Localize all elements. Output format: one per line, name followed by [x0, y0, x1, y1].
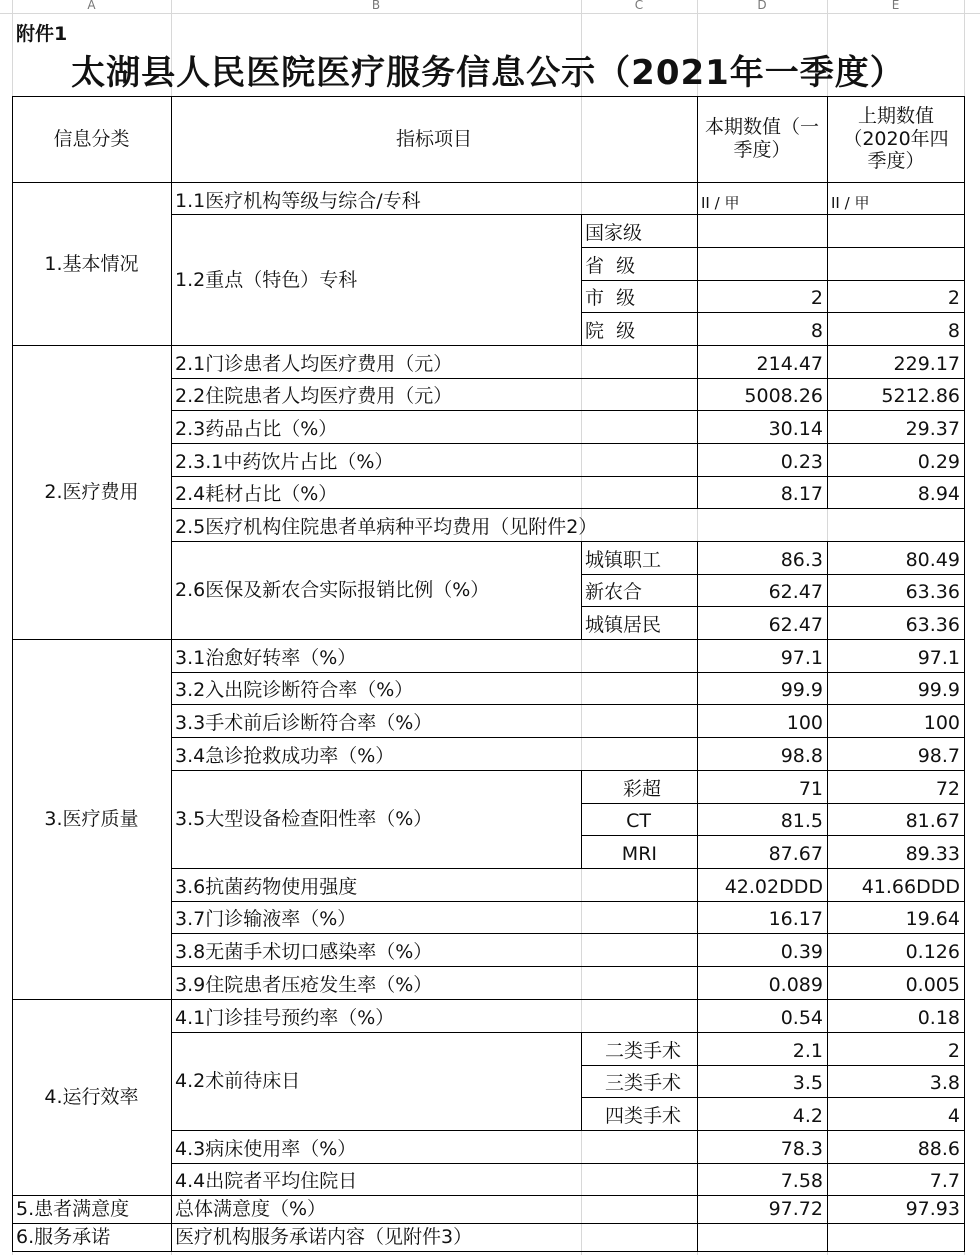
row-label: 3.7门诊输液率（%） — [175, 908, 357, 930]
header-category: 信息分类 — [53, 127, 130, 150]
table-border — [12, 999, 965, 1000]
row-label: 4.3病床使用率（%） — [175, 1138, 357, 1160]
current-value: II / 甲 — [701, 194, 740, 212]
category-efficiency: 4.运行效率 — [44, 1085, 139, 1108]
sub-label: 彩超 — [622, 778, 661, 800]
current-value — [697, 215, 827, 247]
current-value: 81.5 — [780, 810, 823, 832]
current-value: 30.14 — [768, 418, 823, 440]
row-label: 2.6医保及新农合实际报销比例（%） — [175, 578, 490, 601]
table-border — [12, 1223, 965, 1224]
header-previous-value: 上期数值（2020年四季度） — [843, 104, 949, 173]
current-value: 100 — [786, 712, 823, 734]
row-label: 3.9住院患者压疮发生率（%） — [175, 974, 433, 996]
sub-label: MRI — [621, 843, 657, 865]
column-header-b[interactable]: B — [371, 0, 381, 12]
table-border — [171, 410, 965, 411]
row-label: 3.2入出院诊断符合率（%） — [175, 679, 414, 701]
table-border — [581, 606, 965, 607]
previous-value — [827, 215, 964, 247]
row-label: 2.3.1中药饮片占比（%） — [175, 451, 394, 473]
sub-label: 城镇居民 — [585, 614, 662, 636]
table-border — [171, 672, 965, 673]
sub-label: 国家级 — [585, 222, 643, 244]
previous-value: 98.7 — [917, 745, 960, 767]
table-border — [171, 933, 965, 934]
column-header-c[interactable]: C — [634, 0, 644, 12]
previous-value: 2 — [947, 287, 960, 309]
table-border — [581, 770, 582, 868]
table-border — [12, 639, 965, 640]
row-label: 总体满意度（%） — [175, 1198, 327, 1220]
previous-value: 89.33 — [905, 843, 960, 865]
previous-value: 7.7 — [929, 1170, 960, 1192]
category-satisfaction: 5.患者满意度 — [16, 1198, 130, 1220]
table-border — [12, 1195, 965, 1196]
table-border — [12, 345, 965, 346]
current-value: 86.3 — [780, 549, 823, 571]
current-value: 97.1 — [780, 647, 823, 669]
current-value: 7.58 — [780, 1170, 823, 1192]
table-border — [171, 901, 965, 902]
previous-value: 88.6 — [917, 1138, 960, 1160]
table-border — [171, 443, 965, 444]
table-border — [12, 96, 965, 97]
previous-value: 100 — [923, 712, 960, 734]
row-label: 1.2重点（特色）专科 — [175, 268, 358, 291]
previous-value: 0.29 — [917, 451, 960, 473]
category-commitment: 6.服务承诺 — [16, 1226, 111, 1248]
previous-value: 19.64 — [905, 908, 960, 930]
sub-label: 城镇职工 — [585, 549, 662, 571]
table-border — [581, 803, 965, 804]
sub-label: CT — [626, 810, 651, 832]
current-value: 78.3 — [780, 1138, 823, 1160]
previous-value: 0.126 — [905, 941, 960, 963]
previous-value: 4 — [947, 1105, 960, 1127]
previous-value: 72 — [935, 778, 960, 800]
row-label: 2.3药品占比（%） — [175, 418, 338, 440]
column-header-a[interactable]: A — [87, 0, 96, 12]
previous-value: 97.93 — [905, 1198, 960, 1220]
row-label: 4.4出院者平均住院日 — [175, 1170, 358, 1192]
gridline — [0, 13, 980, 14]
table-border — [171, 868, 965, 869]
current-value: 0.089 — [768, 974, 823, 996]
sub-label: 省 级 — [585, 255, 636, 277]
previous-value: 0.18 — [917, 1007, 960, 1029]
table-border — [581, 1032, 582, 1130]
table-border — [171, 704, 965, 705]
row-label: 1.1医疗机构等级与综合/专科 — [175, 190, 421, 212]
current-value: 0.54 — [780, 1007, 823, 1029]
column-header-d[interactable]: D — [757, 0, 767, 12]
current-value: 3.5 — [792, 1072, 823, 1094]
table-border — [171, 96, 172, 1251]
previous-value: 81.67 — [905, 810, 960, 832]
row-label: 3.6抗菌药物使用强度 — [175, 876, 358, 898]
table-border — [964, 96, 965, 1251]
page-title: 太湖县人民医院医疗服务信息公示（2021年一季度） — [71, 53, 905, 93]
current-value: 87.67 — [768, 843, 823, 865]
header-indicator: 指标项目 — [395, 127, 472, 150]
current-value — [697, 247, 827, 280]
previous-value: 2 — [947, 1040, 960, 1062]
table-border — [581, 280, 965, 281]
current-value: 62.47 — [768, 614, 823, 636]
row-label: 3.3手术前后诊断符合率（%） — [175, 712, 433, 734]
current-value: 62.47 — [768, 581, 823, 603]
current-value: 97.72 — [768, 1198, 823, 1220]
row-label: 2.1门诊患者人均医疗费用（元） — [175, 353, 453, 375]
table-border — [581, 574, 965, 575]
table-border — [171, 770, 965, 771]
previous-value: 8.94 — [917, 483, 960, 505]
table-border — [581, 1065, 965, 1066]
current-value: 99.9 — [780, 679, 823, 701]
category-quality: 3.医疗质量 — [44, 807, 139, 830]
previous-value: 3.8 — [929, 1072, 960, 1094]
attachment-label: 附件1 — [16, 23, 68, 45]
current-value: 98.8 — [780, 745, 823, 767]
table-border — [697, 541, 698, 1251]
table-border — [171, 1163, 965, 1164]
sub-label: 市 级 — [585, 287, 636, 309]
current-value: 5008.26 — [744, 385, 823, 407]
previous-value: 41.66DDD — [861, 876, 960, 898]
sub-label: 二类手术 — [604, 1040, 681, 1062]
sub-label: 四类手术 — [604, 1105, 681, 1127]
row-label: 3.1治愈好转率（%） — [175, 647, 357, 669]
header-current-value: 本期数值（一季度） — [704, 116, 819, 161]
table-border — [581, 312, 965, 313]
table-border — [171, 1130, 965, 1131]
column-header-e[interactable]: E — [891, 0, 900, 12]
category-cost: 2.医疗费用 — [44, 480, 139, 503]
current-value: 2 — [810, 287, 823, 309]
row-label: 3.8无菌手术切口感染率（%） — [175, 941, 433, 963]
current-value: 8.17 — [780, 483, 823, 505]
current-value: 0.39 — [780, 941, 823, 963]
table-border — [581, 835, 965, 836]
previous-value: 99.9 — [917, 679, 960, 701]
current-value: 71 — [798, 778, 823, 800]
current-value: 42.02DDD — [724, 876, 823, 898]
table-border — [12, 182, 965, 183]
table-border — [171, 1032, 965, 1033]
current-value: 8 — [810, 320, 823, 342]
row-label: 医疗机构服务承诺内容（见附件3） — [175, 1226, 473, 1248]
previous-value — [827, 247, 964, 280]
table-border — [827, 96, 828, 508]
previous-value: 97.1 — [917, 647, 960, 669]
category-basic: 1.基本情况 — [44, 252, 139, 275]
table-border — [581, 1097, 965, 1098]
previous-value: 29.37 — [905, 418, 960, 440]
previous-value: II / 甲 — [831, 194, 870, 212]
table-border — [171, 966, 965, 967]
table-border — [581, 541, 582, 639]
previous-value: 63.36 — [905, 614, 960, 636]
row-label: 4.1门诊挂号预约率（%） — [175, 1007, 395, 1029]
sub-label: 新农合 — [585, 581, 643, 603]
row-label: 3.4急诊抢救成功率（%） — [175, 745, 395, 767]
table-border — [697, 96, 698, 508]
previous-value: 229.17 — [893, 353, 960, 375]
table-border — [12, 1251, 965, 1252]
row-label: 2.4耗材占比（%） — [175, 483, 338, 505]
sub-label: 三类手术 — [604, 1072, 681, 1094]
current-value: 4.2 — [792, 1105, 823, 1127]
current-value: 0.23 — [780, 451, 823, 473]
current-value: 2.1 — [792, 1040, 823, 1062]
row-label: 2.2住院患者人均医疗费用（元） — [175, 385, 453, 407]
previous-value: 80.49 — [905, 549, 960, 571]
table-border — [171, 508, 965, 509]
table-border — [171, 737, 965, 738]
row-label: 4.2术前待床日 — [175, 1069, 301, 1092]
table-border — [171, 541, 965, 542]
table-border — [171, 476, 965, 477]
row-label: 2.5医疗机构住院患者单病种平均费用（见附件2） — [175, 516, 598, 538]
table-border — [581, 247, 965, 248]
previous-value: 5212.86 — [881, 385, 960, 407]
table-border — [827, 541, 828, 1251]
previous-value: 0.005 — [905, 974, 960, 996]
table-border — [12, 96, 13, 1251]
table-border — [171, 214, 965, 215]
previous-value: 63.36 — [905, 581, 960, 603]
current-value: 214.47 — [756, 353, 823, 375]
table-border — [171, 378, 965, 379]
row-label: 3.5大型设备检查阳性率（%） — [175, 807, 433, 830]
previous-value: 8 — [947, 320, 960, 342]
current-value: 16.17 — [768, 908, 823, 930]
sub-label: 院 级 — [585, 320, 636, 342]
